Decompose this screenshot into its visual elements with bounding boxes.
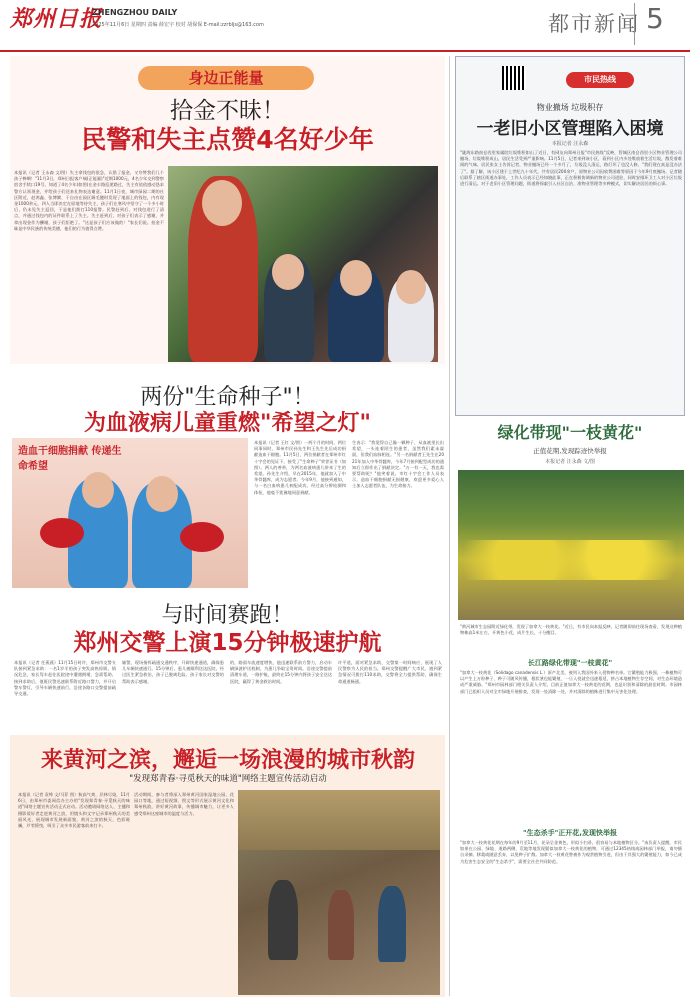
story-3-headline: 郑州交警上演15分钟极速护航	[73, 630, 382, 656]
story-2-body-col-2: 生表示："我觉得自己像一颗种子，从血液里长出希望，一头连着陌生的患者，虽然我们素未谋面，但我们血脉相连。"另一名捐献者王先生在2021年加入中华骨髓库，今年7月接到配型成功的通知后立即作出了捐献决定。"万一有一天，我也需要帮助呢？"他笑着说。市红十字会工作人员表示，造血干细胞捐献无损健康，欢迎更多爱心人士加入志愿者队伍，为生命接力。	[352, 440, 444, 489]
right-story-2-headline: 绿化带现"一枝黄花"	[497, 423, 643, 442]
story-3-col-1: 本报讯（记者 任燕燕）11月15日时许，郑州市交警支队接到紧急求助：一名1岁半的孩子突发高热惊厥，情况危急，家长驾车赶往医院途中遭遇拥堵，急需帮助。接到求助后，值班民警迅速联系附近路口警力，并开启警车警灯，引导车辆快速前行，沿途各路口交警提前疏导交通。	[14, 660, 116, 697]
story-1-photo	[168, 166, 438, 362]
right-story-1-kicker: 物业撤场 垃圾积存	[536, 103, 604, 112]
story-2-kicker: 两份"生命种子"！	[140, 385, 315, 410]
section-banner: 身边正能量	[138, 66, 314, 90]
section-title: 都市新闻	[548, 12, 640, 36]
right-story-2-intro: "黄河城市生态园附近绿化带，发现了加拿大一枝黄花。"近日，有市民向本报反映。记者随即前往现场查看，发现这种植物株高1米左右，开黄色小花，成片生长，十分醒目。	[460, 624, 682, 636]
right-story-1-byline: 本报记者 汪永森	[551, 141, 589, 147]
right-story-1-body: "陇海东路南仓西里家属院垃圾堆积如山了近日，有网友向郑州日报"市民热线"反映，管城区南仓西里小区物业管理公司撤场，垃圾堆积成山，居民生活受到严重影响。11月5日，记者来到该小区，看到小区内多处堆放着生活垃圾，散发着难闻的气味。居民张女士告诉记者，物业撤场已经一个多月了，垃圾没人清运，路灯坏了也没人修，"我们现在真是没办法了"。据了解，该小区建于上世纪九十年代，共有居民200余户，原物业公司因收费困难等原因于今年9月底撤场。记者随后联系了辖区街道办事处，工作人员表示已经知晓此事，正在积极协调新的物业公司进驻，同时安排环卫工人对小区垃圾进行清运。对于老旧小区管理问题，街道将探索引入社区自治、准物业管理等多种模式，切实解决居民的烦心事。	[460, 150, 682, 187]
hotline-badge: 市民热线	[566, 72, 634, 88]
qr-code-icon	[502, 66, 526, 90]
story-4-body-col-1: 本报讯（记者 袁峥 文/马菲 图）秋高气爽、层林尽染，11月6日，由郑州市委网信办主办的"发现郑青春·寻觅秋天的味道"网络主题宣传活动正式启动。活动邀请网络达人、主播和摄影爱好者走进黄河之滨，用镜头和文字记录郑州秋天的美丽风光，展现城市发展新面貌。黄河之滨的秋天，色彩斑斓，芦苇摇曳，吸引了众多市民游客前来打卡。	[18, 792, 130, 829]
right-story-2-byline: 本报记者 汪永森 文/图	[545, 459, 595, 465]
right-story-2-subhead: 正值花期,发现踪迹快举报	[533, 447, 607, 455]
story-4-photo	[238, 790, 440, 995]
story-1-kicker: 拾金不昧！	[170, 98, 285, 124]
page-number: 5	[646, 2, 664, 35]
newspaper-logo: 郑州日报	[10, 6, 103, 32]
right-story-1-headline: 一老旧小区管理陷入困境	[476, 119, 664, 139]
story-3-body	[14, 660, 444, 728]
right-story-2-subhead-2: "生态杀手"正开花,发现快举报	[523, 829, 617, 837]
story-4-body-col-2: 活动期间，参与者将深入郑州黄河国家湿地公园、花园口等地，通过短视频、图文等形式展示黄河文化和郑州秋韵，讲好黄河故事，传播城市魅力，让更多人感受郑州这座城市的温度与活力。	[134, 792, 234, 816]
right-story-2-subhead-1: 长江路绿化带现"一枝黄花"	[527, 659, 613, 667]
story-3-col-4: 许平道，面对紧急求助，交警第一时间响应，展现了人民警察为人民的担当。郑州交警提醒广大市民，遇到紧急情况可拨打110求助，交警将全力提供帮助，确保生命通道畅通。	[338, 660, 442, 684]
story-2-photo	[12, 438, 248, 588]
paper-name: ZHENGZHOU DAILY	[92, 8, 178, 17]
column-divider	[449, 56, 450, 996]
story-3-col-3: 的，路面车流速度增快，他迅速联系前方警力，启动车辆绿波护送机制，为患儿争取宝贵时间。沿途交警提前清理车道，一路护航，最终在15分钟内将孩子安全送达医院，赢得了黄金救治时间。	[230, 660, 332, 684]
story-1-body: 本报讯（记者 王永森 文/图）失主拿钱包的很急，认错了报金，又夸赞我们几个孩子棒啊！"11月3日，郑州日报客户端(正能量)"近期1000元，4名少年交到警察宿舍手续口19号，知道了4名少年(如图)在金丰路巡逻路过，失主有依依感动恳求警方认领现金，并给孩子们送来礼物表达谢意。11月1日夜，城市绿园二期的社区附近，赵鸿鑫、张博腾、于自由在园区踢毛毽时发现了地面上的钱包，内有现金1000余元，四人当即决定在原地等待失主，孩子们在寒风中坚守了一个多小时后，仍未见失主返回，于是他们拨打110报警。民警赶到后，对钱包进行了清点，并通过钱包内的证件联系上了失主。失主赶到后，对孩子们表示了感谢，并拿出现金作为酬谢，孩子们拒绝了。"这是孩子们应该做的！"家长们说。拾金不昧是中华民族的传统美德，他们的行为值得点赞。	[14, 170, 164, 231]
story-2-headline: 为血液病儿童重燃"希望之灯"	[84, 411, 371, 436]
right-story-2-body-2: "加拿大一枝黄花花期在每年的9月至11月，花朵呈金黄色，形似小扫帚，很容易与本地植物区分。"该负责人提醒，市民如果在公园、绿地、道路两侧、荒地等地发现疑似加拿大一枝黄花的植物，可通过12345热线或园林部门举报，请勿擅自采摘、移栽或随意丢弃，以免种子扩散。加拿大一枝黄花曾被作为观赏植物引进，但由于其强大的繁殖能力，如今已成为危害生态安全的"生态杀手"，需要全社会共同防范。	[460, 840, 682, 864]
story-1-headline: 民警和失主点赞4名好少年	[81, 125, 374, 154]
right-story-2-body-1: "加拿大一枝黄花（Solidago canadensis L.）原产北美，被列入我国外来入侵物种名单。它繁殖能力极强，一株植物可以产生上万粒种子，种子可随风传播，根状茎也能繁殖，一旦入侵就会迅速蔓延，挤占本地植物生存空间，对生态环境造成严重威胁。"郑州市园林部门相关负责人介绍，目前正值加拿大一枝黄花的花期，也是识别和清除的最佳时期。市园林部门已组织人员对全市绿地开展排查，发现一处清除一处，并对清除的植株进行集中无害化处理。	[460, 670, 682, 694]
right-story-2-photo	[458, 470, 684, 620]
story-2-photo-sign: 造血干细胞捐献 传递生命希望	[18, 446, 122, 472]
story-3-col-2: 辅警，现场指挥疏通交通秩序，开辟快速通道，确保患儿车辆快速通行。15分钟后，患儿被顺利送达医院，经过医生紧急救治，孩子已脱离危险。孩子家长对交警的帮助表示感谢。	[122, 660, 224, 684]
story-4-subhead: "发现郑青春·寻觅秋天的味道"网络主题宣传活动启动	[129, 774, 327, 784]
date-line: 2025年11月6日 星期四 责编 薛宏宇 校对 胡保保 E-mail:zzrbljs@163.com	[92, 22, 264, 28]
story-4-headline: 来黄河之滨，邂逅一场浪漫的城市秋韵	[40, 748, 415, 773]
story-3-kicker: 与时间赛跑！	[161, 603, 294, 628]
story-2-body-col-1: 本报讯（记者 王红 文/图）一两个月的时间，两位同事同时，郑州市民孙先生和王先生先后成功捐献造血干细胞。11月5日，两位捐献者在郑州市红十字会的见证下，接受了"生命种子"荣誉证书（如图）。两人的善举，为两名血液病患儿带来了生的希望。孙先生介绍，早在2015年，他就加入了中华骨髓库，成为志愿者。今年9月，他接到通知，与一名白血病患儿初配成功。经过高分辨检测和体检，他毫不犹豫地同意捐献。	[254, 440, 346, 495]
